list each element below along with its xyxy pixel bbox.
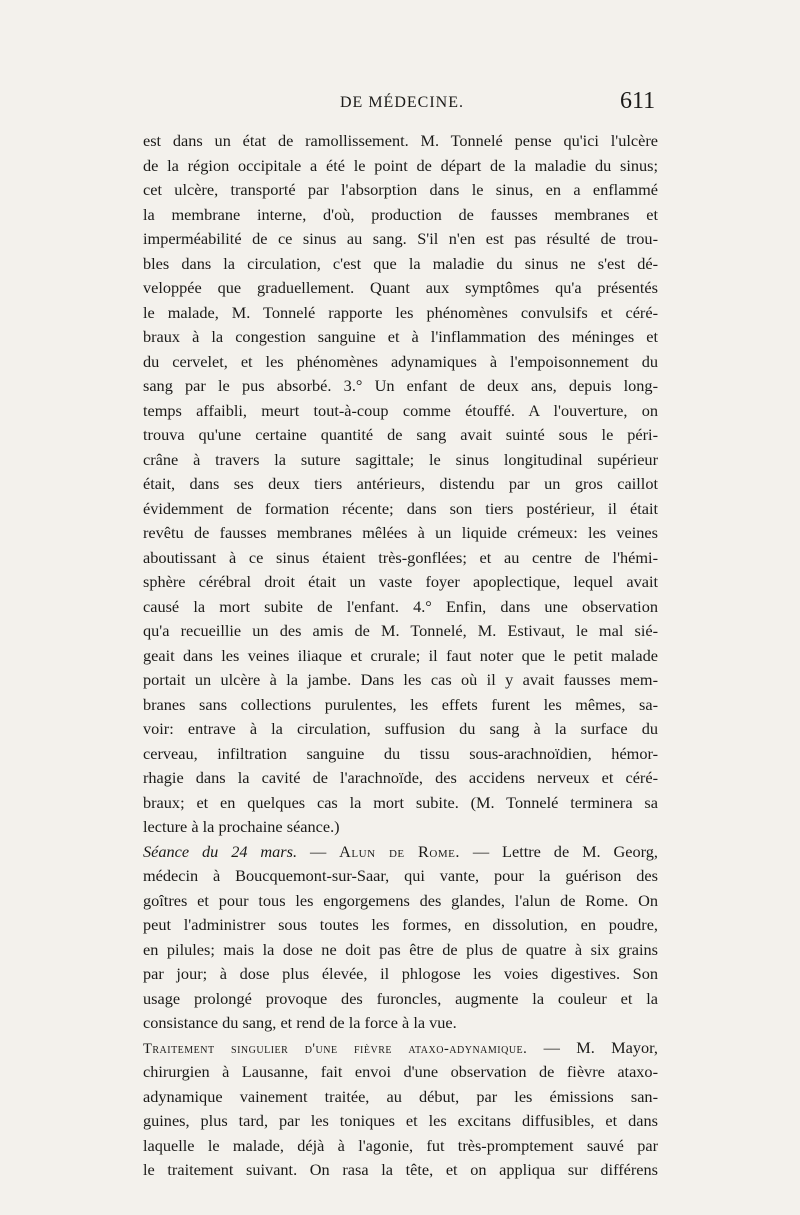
running-head-title: DE MÉDECINE. bbox=[340, 94, 464, 111]
page-number: 611 bbox=[620, 88, 656, 114]
text-line: trouva qu'une certaine quantité de sang avait suinté sous le péri- bbox=[143, 425, 658, 444]
text-line bbox=[143, 1036, 658, 1061]
text-line: braux; et en quelques cas la mort subite. (M. Tonnelé terminera sa bbox=[143, 792, 658, 812]
text-line-segment: — M. Mayor, bbox=[543, 1037, 658, 1057]
text-line: imperméabilité de ce sinus au sang. S'il n'en est pas résulté de trou- bbox=[143, 229, 658, 248]
text-line: cet ulcère, transporté par l'absorption dans le sinus, en a enflammé bbox=[143, 180, 658, 199]
text-line: lecture à la prochaine séance.) bbox=[143, 817, 340, 836]
text-line: portait un ulcère à la jambe. Dans les cas où il y avait fausses mem- bbox=[143, 670, 658, 689]
text-line: médecin à Boucquemont-sur-Saar, qui vante, pour la guérison des bbox=[143, 866, 658, 885]
text-line: par jour; à dose plus élevée, il phlogose les voies digestives. Son bbox=[143, 964, 658, 983]
text-line: le malade, M. Tonnelé rapporte les phénomènes convulsifs et céré- bbox=[143, 302, 658, 322]
text-line: voir: entrave à la circulation, suffusion du sang à la surface du bbox=[143, 719, 658, 738]
text-line: de la région occipitale a été le point de départ de la maladie du sinus; bbox=[143, 155, 658, 175]
body-text bbox=[143, 129, 658, 1183]
text-line: chirurgien à Lausanne, fait envoi d'une observation de fièvre ataxo- bbox=[143, 1062, 658, 1081]
text-line: guines, plus tard, par les toniques et les excitans diffusibles, et dans bbox=[143, 1111, 658, 1130]
paragraph-traitement bbox=[143, 1036, 658, 1183]
text-line: temps affaibli, meurt tout-à-coup comme étouffé. A l'ouverture, on bbox=[143, 400, 658, 420]
text-line: branes sans collections purulentes, les effets furent les mêmes, sa- bbox=[143, 694, 658, 714]
text-line: rhagie dans la cavité de l'arachnoïde, des accidens nerveux et céré- bbox=[143, 768, 658, 787]
text-line: en pilules; mais la dose ne doit pas être de plus de quatre à six grains bbox=[143, 939, 658, 959]
em-dash: — bbox=[309, 841, 327, 861]
paragraph-alun-de-rome bbox=[143, 840, 658, 1036]
text-line: sang par le pus absorbé. 3.° Un enfant de deux ans, depuis long- bbox=[143, 376, 658, 395]
text-line: usage prolongé provoque des furoncles, augmente la couleur et la bbox=[143, 988, 658, 1008]
text-line: laquelle le malade, déjà à l'agonie, fut très-promptement sauvé par bbox=[143, 1135, 658, 1155]
section-title-alun: Alun de Rome. bbox=[339, 841, 460, 861]
text-line: veloppée que graduellement. Quant aux symptômes qu'a présentés bbox=[143, 278, 658, 297]
session-date: Séance du 24 mars. bbox=[143, 841, 298, 861]
text-line: crâne à travers la suture sagittale; le sinus longitudinal supérieur bbox=[143, 449, 658, 469]
text-line: était, dans ses deux tiers antérieurs, distendu par un gros caillot bbox=[143, 474, 658, 493]
section-title-traitement: Traitement singulier d'une fièvre ataxo-adynamique. bbox=[143, 1040, 528, 1057]
text-line: aboutissant à ce sinus étaient très-gonflées; et au centre de l'hémi- bbox=[143, 547, 658, 567]
text-line: goîtres et pour tous les engorgemens des glandes, l'alun de Rome. On bbox=[143, 890, 658, 910]
text-line: peut l'administrer sous toutes les formes, en dissolution, en poudre, bbox=[143, 915, 658, 934]
text-line: revêtu de fausses membranes mêlées à un liquide crémeux: les veines bbox=[143, 523, 658, 542]
paragraph-tonnele bbox=[143, 129, 658, 840]
text-line: geait dans les veines iliaque et crurale; il faut noter que le petit malade bbox=[143, 645, 658, 665]
running-head bbox=[0, 88, 800, 118]
text-line: la membrane interne, d'où, production de fausses membranes et bbox=[143, 204, 658, 224]
text-line-segment: — Lettre de M. Georg, bbox=[472, 841, 659, 861]
text-line: est dans un état de ramollissement. M. Tonnelé pense qu'ici l'ulcère bbox=[143, 131, 658, 150]
text-line: bles dans la circulation, c'est que la maladie du sinus ne s'est dé- bbox=[143, 253, 658, 273]
text-line bbox=[143, 840, 658, 865]
text-line: du cervelet, et les phénomènes adynamiques à l'empoisonnement du bbox=[143, 351, 658, 371]
text-line: causé la mort subite de l'enfant. 4.° Enfin, dans une observation bbox=[143, 596, 658, 616]
text-line: qu'a recueillie un des amis de M. Tonnelé, M. Estivaut, le mal sié- bbox=[143, 621, 658, 640]
text-line: consistance du sang, et rend de la force à la vue. bbox=[143, 1013, 457, 1032]
text-line: évidemment de formation récente; dans son tiers postérieur, il était bbox=[143, 498, 658, 518]
text-line: le traitement suivant. On rasa la tête, et on appliqua sur différens bbox=[143, 1160, 658, 1179]
text-line: braux à la congestion sanguine et à l'inflammation des méninges et bbox=[143, 327, 658, 346]
text-line: cerveau, infiltration sanguine du tissu sous-arachnoïdien, hémor- bbox=[143, 743, 658, 763]
text-line: sphère cérébral droit était un vaste foyer apoplectique, lequel avait bbox=[143, 572, 658, 591]
text-line: adynamique vainement traitée, au début, par les émissions san- bbox=[143, 1086, 658, 1106]
